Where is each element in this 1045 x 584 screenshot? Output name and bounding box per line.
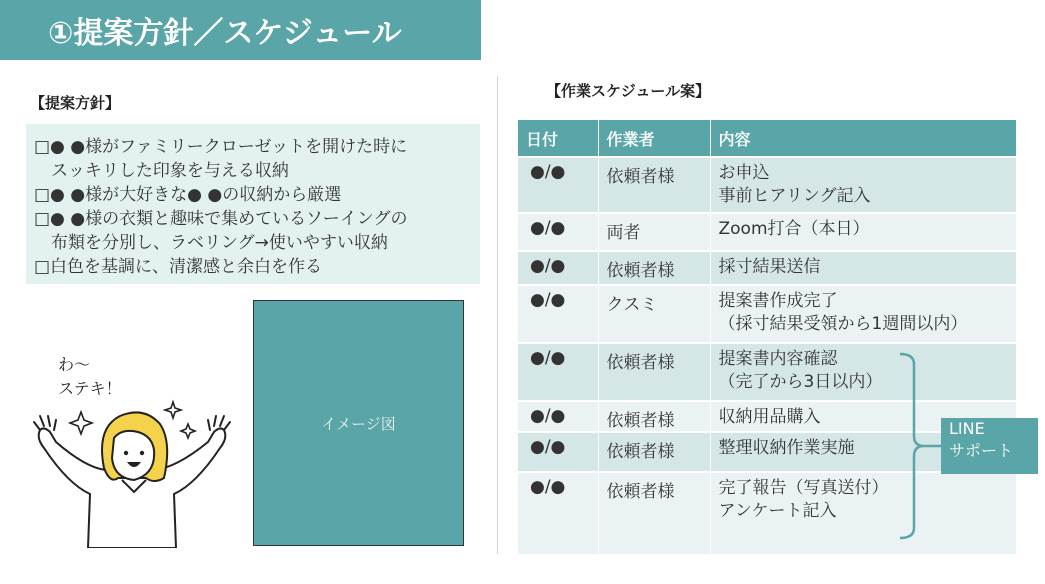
table-row	[518, 157, 1016, 213]
row-worker: 依頼者様	[598, 472, 710, 554]
column-header-worker: 作業者	[598, 120, 710, 157]
column-header-date: 日付	[518, 120, 598, 157]
row-date: ●/●	[518, 472, 598, 554]
content-line: 収納用品購入	[718, 407, 821, 427]
title-bar	[0, 0, 481, 60]
content-line: 事前ヒアリング記入	[718, 186, 871, 206]
row-worker: 依頼者様	[598, 157, 710, 213]
content-line: 提案書作成完了	[718, 291, 838, 311]
speech-line-1: わ～	[58, 355, 91, 374]
sparkle-icon	[165, 402, 181, 418]
table-header-row	[518, 120, 1016, 157]
line-support-label	[941, 418, 1038, 474]
content-line: Zoom打合（本日）	[718, 219, 870, 239]
row-content	[710, 157, 1016, 213]
line-support-line1: LINE	[949, 419, 985, 438]
image-placeholder	[253, 300, 464, 546]
policy-heading: 【提案方針】	[30, 94, 121, 112]
table-row	[518, 251, 1016, 285]
column-divider	[497, 76, 498, 554]
policy-line: □● ●様がファミリークローゼットを開けた時に	[34, 137, 408, 157]
line-support-line2: サポート	[949, 441, 1014, 460]
page-title: ①提案方針／スケジュール	[48, 16, 402, 51]
column-header-content: 内容	[710, 120, 1016, 157]
policy-line: □● ●様が大好きな● ●の収納から厳選	[34, 185, 342, 205]
content-line: （完了から3日以内）	[718, 372, 883, 392]
row-worker: 両者	[598, 213, 710, 251]
content-line: 提案書内容確認	[718, 349, 838, 369]
row-date: ●/●	[518, 213, 598, 251]
row-date: ●/●	[518, 432, 598, 472]
policy-line: □白色を基調に、清潔感と余白を作る	[34, 257, 323, 277]
row-date: ●/●	[518, 157, 598, 213]
row-date: ●/●	[518, 401, 598, 432]
content-line: 採寸結果送信	[718, 257, 821, 277]
policy-line: □● ●様の衣類と趣味で集めているソーイングの	[34, 209, 408, 229]
row-date: ●/●	[518, 343, 598, 401]
schedule-heading: 【作業スケジュール案】	[546, 82, 711, 100]
table-row	[518, 285, 1016, 343]
row-content	[710, 213, 1016, 251]
policy-line: 布類を分別し、ラベリング→使いやすい収納	[34, 233, 388, 253]
row-worker: 依頼者様	[598, 251, 710, 285]
sparkle-icon	[181, 424, 195, 438]
row-worker: クスミ	[598, 285, 710, 343]
row-content	[710, 472, 1016, 554]
image-placeholder-label: イメージ図	[321, 415, 396, 433]
speech-line-2: ステキ！	[58, 379, 122, 398]
policy-line: スッキリした印象を与える収納	[34, 161, 289, 181]
support-bracket	[896, 350, 944, 542]
happy-woman-illustration	[26, 398, 241, 548]
row-date: ●/●	[518, 285, 598, 343]
row-content	[710, 343, 1016, 401]
content-line: アンケート記入	[718, 501, 837, 521]
row-worker: 依頼者様	[598, 343, 710, 401]
row-date: ●/●	[518, 251, 598, 285]
sparkle-icon	[70, 412, 92, 434]
content-line: 整理収納作業実施	[718, 438, 855, 458]
content-line: （採寸結果受領から1週間以内）	[718, 314, 968, 334]
content-line: 完了報告（写真送付）	[718, 478, 889, 498]
policy-box	[26, 124, 480, 284]
row-worker: 依頼者様	[598, 401, 710, 432]
row-content	[710, 285, 1016, 343]
row-worker: 依頼者様	[598, 432, 710, 472]
row-content	[710, 251, 1016, 285]
table-row	[518, 213, 1016, 251]
content-line: お申込	[718, 163, 770, 183]
